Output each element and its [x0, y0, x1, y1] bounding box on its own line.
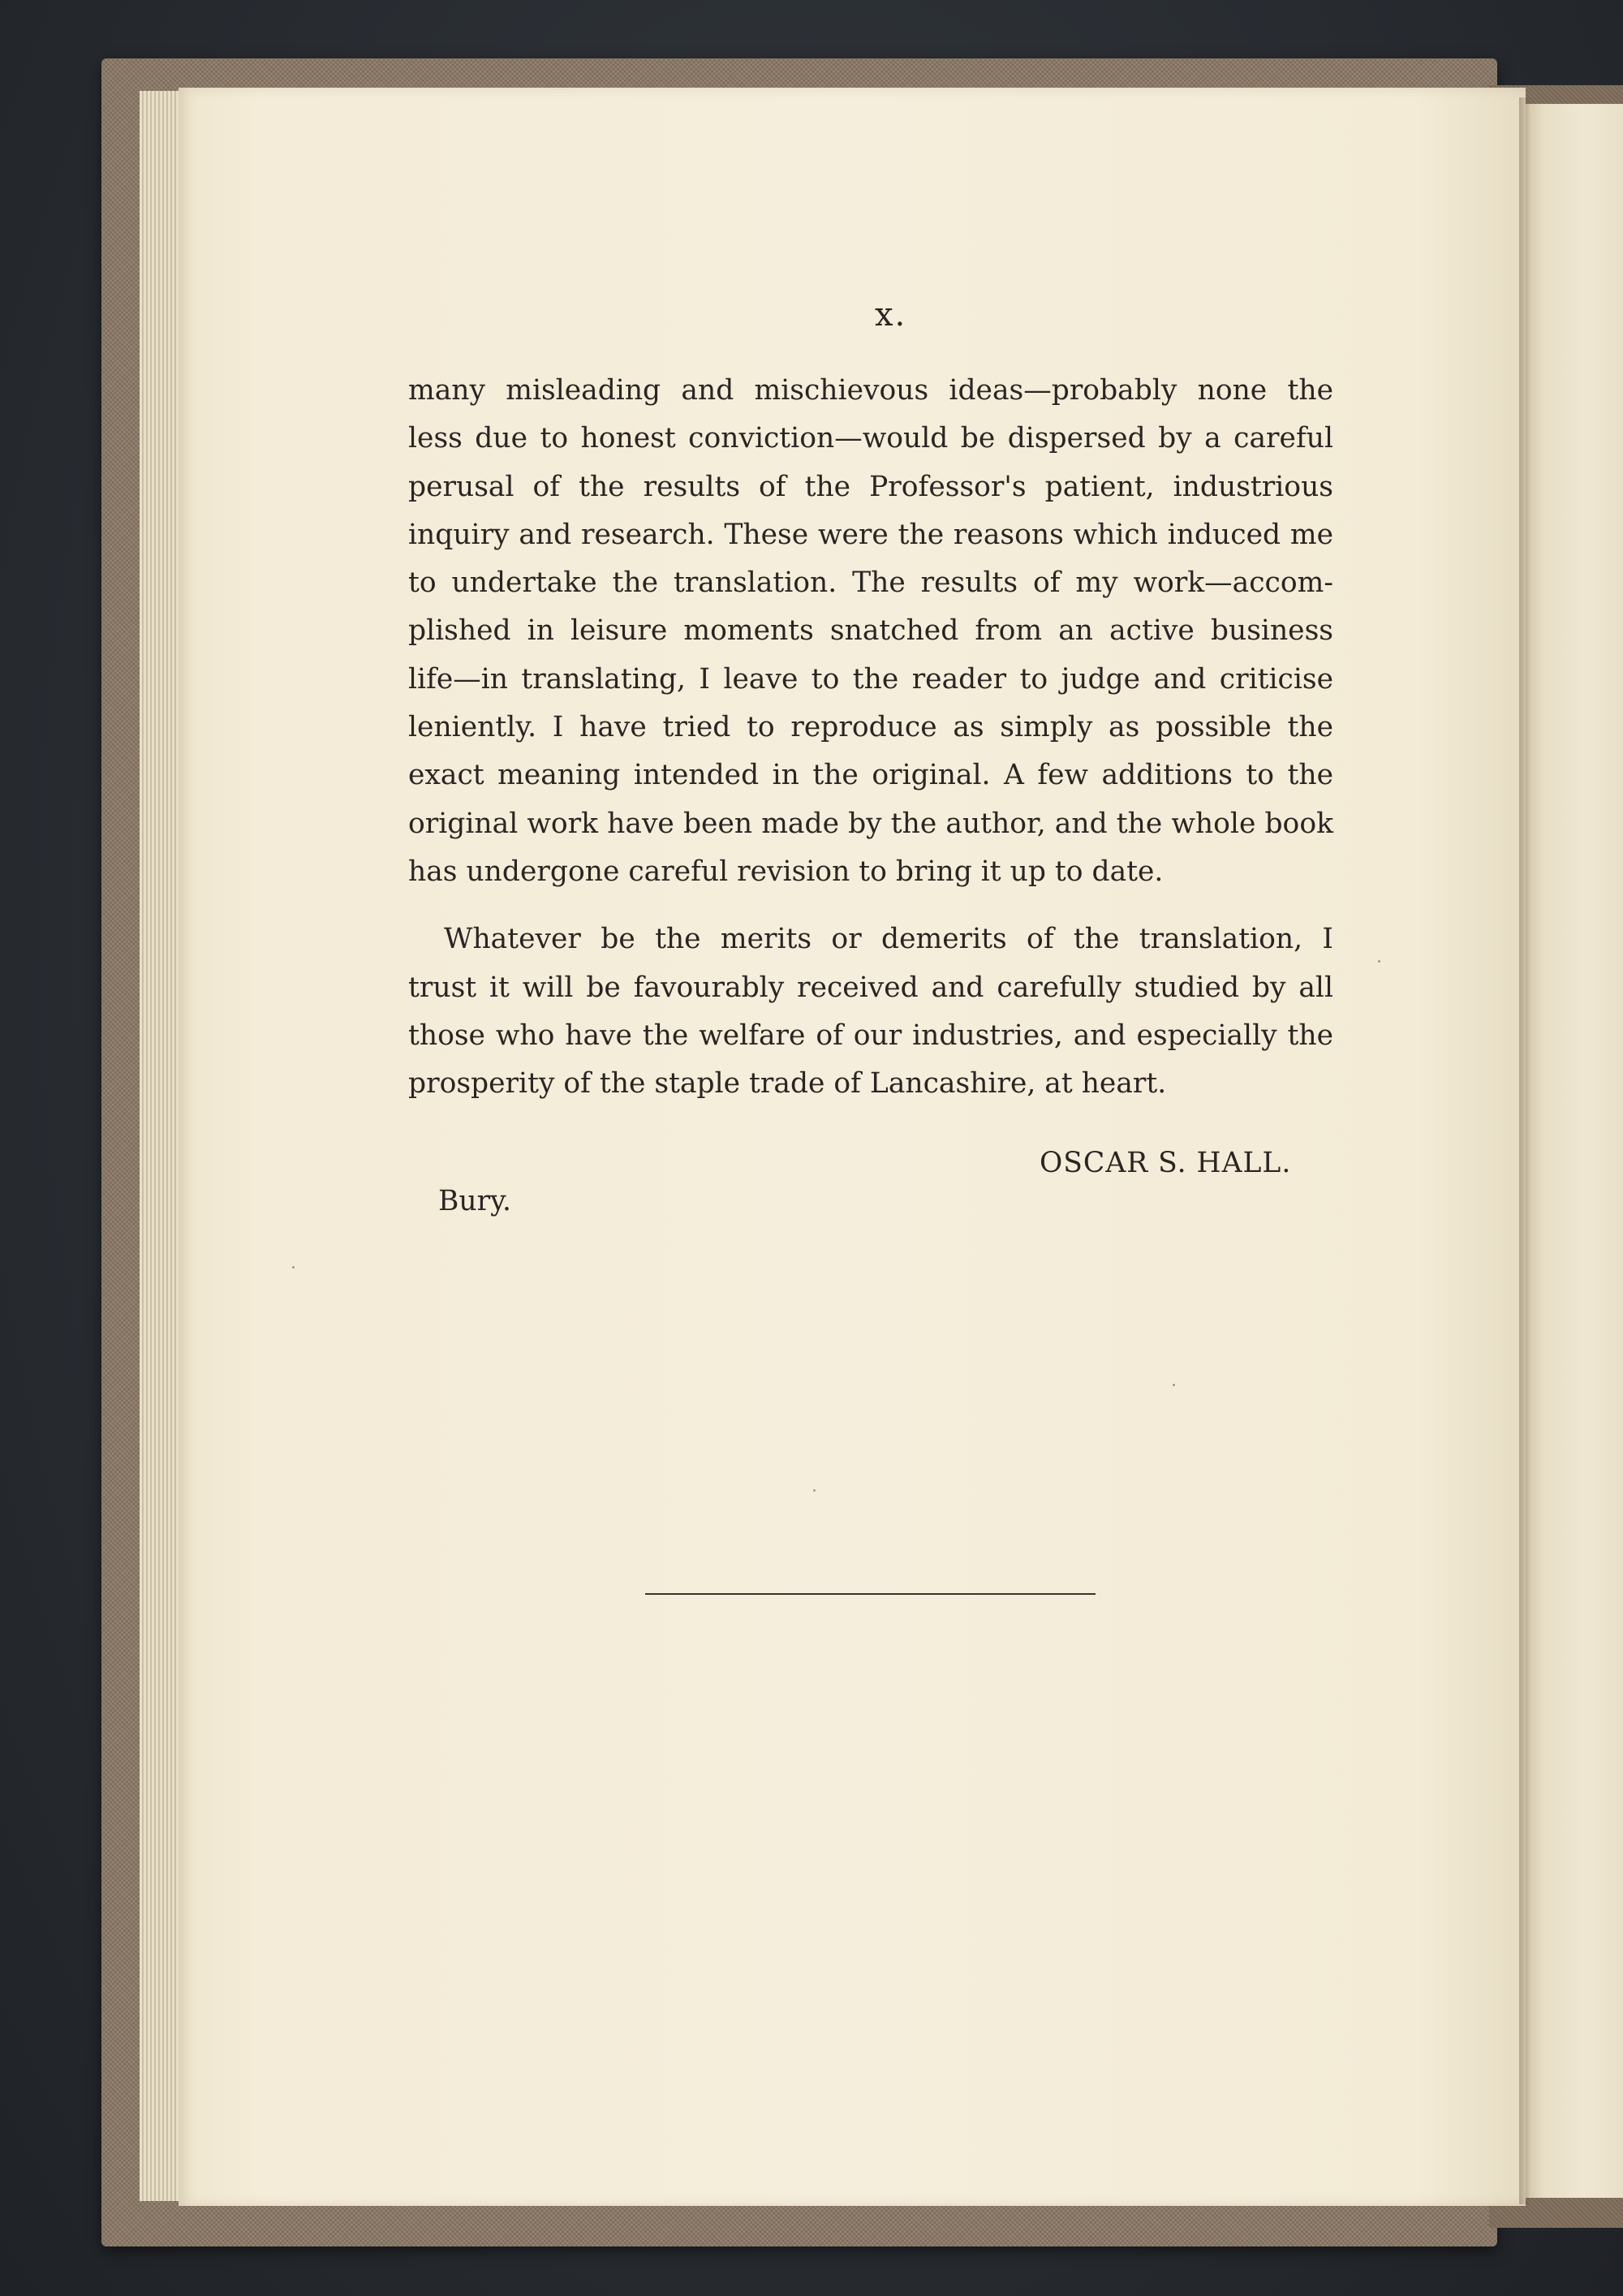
- text-line: those who have the welfare of our industries, and especially the: [408, 1019, 1333, 1052]
- text-line: leniently. I have tried to reproduce as simply as possible the: [408, 711, 1333, 744]
- text-line: prosperity of the staple trade of Lancashire, at heart.: [408, 1067, 1167, 1101]
- paper-speck: [292, 1266, 295, 1269]
- page-number: x.: [875, 296, 907, 334]
- place-name: Bury.: [438, 1185, 511, 1217]
- paper-speck: [1378, 960, 1380, 963]
- body-text: [408, 367, 1333, 1108]
- text-line: to undertake the translation. The results of my work—accom-: [408, 566, 1333, 600]
- text-line: plished in leisure moments snatched from an active business: [408, 614, 1333, 648]
- text-line: trust it will be favourably received and carefully studied by all: [408, 971, 1333, 1004]
- paragraph-2: [408, 915, 1333, 1108]
- text-line: has undergone careful revision to bring it up to date.: [408, 855, 1164, 888]
- paper-speck: [813, 1489, 816, 1492]
- text-line: original work have been made by the author, and the whole book: [408, 807, 1333, 840]
- signature: OSCAR S. HALL.: [1040, 1147, 1292, 1179]
- gutter-shadow: [1519, 97, 1530, 2204]
- text-line: inquiry and research. These were the reasons which induced me: [408, 518, 1333, 551]
- paragraph-1: [408, 367, 1333, 896]
- text-line: less due to honest conviction—would be dispersed by a careful: [408, 422, 1333, 455]
- facing-page: [1524, 104, 1623, 2198]
- divider-rule: [645, 1593, 1096, 1595]
- paper-speck: [1173, 1384, 1175, 1386]
- text-line: many misleading and mischievous ideas—probably none the: [408, 374, 1333, 407]
- text-line: life—in translating, I leave to the reader to judge and criticise: [408, 662, 1333, 696]
- text-line: perusal of the results of the Professor's patient, industrious: [408, 470, 1333, 503]
- text-line: Whatever be the merits or demerits of the translation, I: [444, 923, 1333, 956]
- text-line: exact meaning intended in the original. A few additions to the: [408, 759, 1333, 792]
